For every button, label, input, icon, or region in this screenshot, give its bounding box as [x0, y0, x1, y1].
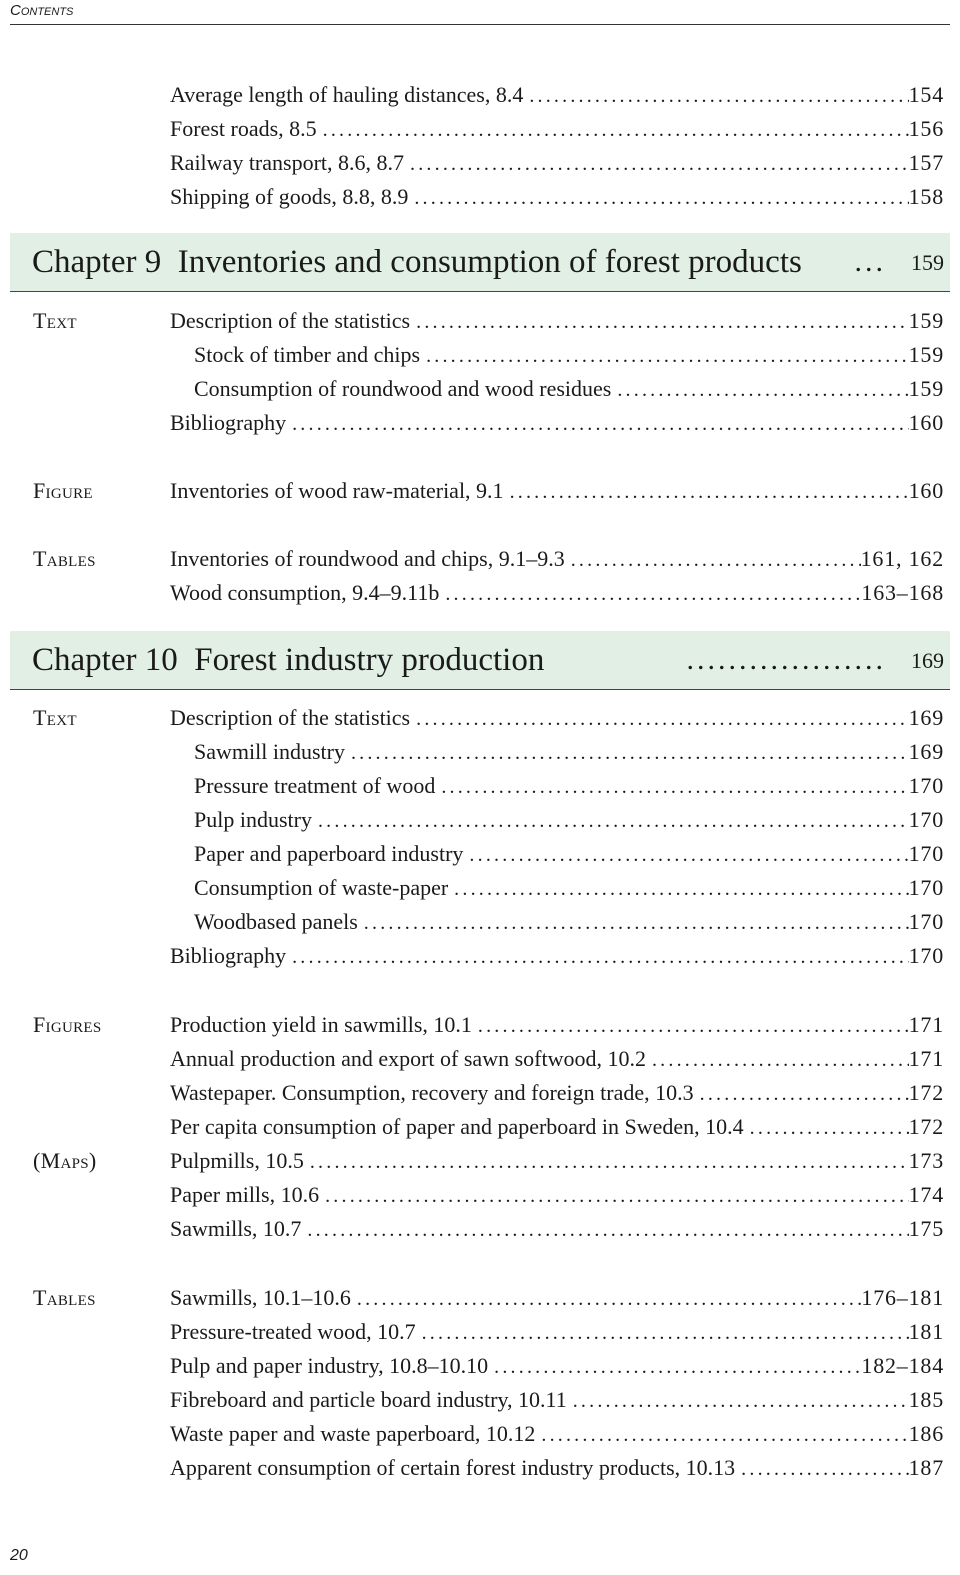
chapter-page-number: 159: [911, 250, 944, 275]
entry-title: Per capita consumption of paper and paperboard in Sweden, 10.4: [170, 1114, 744, 1139]
entry-title: Paper mills, 10.6: [170, 1182, 320, 1207]
leader-dots: [510, 475, 909, 509]
entry-page-number: 160: [908, 478, 944, 503]
toc-entry[interactable]: [0, 78, 960, 112]
entry-page-number: 161, 162: [860, 546, 944, 571]
toc-entry[interactable]: [0, 180, 960, 214]
entry-page-number: 170: [908, 909, 944, 934]
entry-title: Inventories of wood raw-material, 9.1: [170, 478, 504, 503]
entry-page-number: 172: [908, 1114, 944, 1139]
leader-dots: [494, 1350, 861, 1384]
toc-entry[interactable]: [0, 803, 960, 837]
running-head: Contents: [10, 0, 950, 25]
toc-entry[interactable]: [0, 146, 960, 180]
entry-page-number: 171: [908, 1046, 944, 1071]
entry-title: Sawmill industry: [194, 739, 345, 764]
leader-dots: [571, 543, 861, 577]
entry-page-number: 169: [908, 739, 944, 764]
entry-page-number: 172: [908, 1080, 944, 1105]
leader-dots: [652, 1043, 909, 1077]
entry-title: Waste paper and waste paperboard, 10.12: [170, 1421, 536, 1446]
entry-title: Description of the statistics: [170, 705, 411, 730]
leader-dots: [445, 577, 861, 611]
leader-dots: [416, 305, 908, 339]
entry-page-number: 160: [908, 410, 944, 435]
leader-dots: [617, 373, 908, 407]
leader-dots: [422, 1316, 909, 1350]
leader-dots: [323, 113, 909, 147]
toc-entry[interactable]: [0, 769, 960, 803]
entry-page-number: 170: [908, 943, 944, 968]
entry-page-number: 182–184: [861, 1353, 944, 1378]
toc-entry[interactable]: [0, 1076, 960, 1110]
leader-dots: [469, 838, 908, 872]
section-label: Text: [33, 308, 77, 333]
toc-entry[interactable]: [0, 304, 960, 338]
toc-entry[interactable]: [0, 1144, 960, 1178]
chapter-title: Chapter 9 Inventories and consumption of forest products: [32, 244, 802, 280]
entry-page-number: 154: [908, 82, 944, 107]
leader-dots: [741, 1452, 908, 1486]
entry-page-number: 159: [908, 376, 944, 401]
leader-dots: [292, 407, 908, 441]
entry-title: Bibliography: [170, 943, 287, 968]
leader-dots: [351, 736, 909, 770]
chapter-heading[interactable]: [10, 233, 950, 292]
toc-entry[interactable]: [0, 576, 960, 610]
entry-title: Pulpmills, 10.5: [170, 1148, 304, 1173]
chapter-heading[interactable]: [10, 631, 950, 690]
toc-entry[interactable]: [0, 735, 960, 769]
toc-entry[interactable]: [0, 372, 960, 406]
entry-page-number: 186: [908, 1421, 944, 1446]
entry-page-number: 173: [908, 1148, 944, 1173]
toc-entry[interactable]: [0, 1417, 960, 1451]
entry-title: Woodbased panels: [194, 909, 358, 934]
entry-page-number: 175: [908, 1216, 944, 1241]
entry-title: Apparent consumption of certain forest industry products, 10.13: [170, 1455, 736, 1480]
toc-entry[interactable]: [0, 1315, 960, 1349]
leader-dots: [541, 1418, 908, 1452]
entry-title: Wood consumption, 9.4–9.11b: [170, 580, 440, 605]
entry-page-number: 170: [908, 773, 944, 798]
leader-dots: [292, 940, 908, 974]
entry-page-number: 170: [908, 807, 944, 832]
toc-entry[interactable]: [0, 1451, 960, 1485]
toc-entry[interactable]: [0, 939, 960, 973]
toc-entry[interactable]: [0, 837, 960, 871]
entry-title: Stock of timber and chips: [194, 342, 421, 367]
leader-dots: [410, 147, 909, 181]
leader-dots: [454, 872, 908, 906]
entry-title: Fibreboard and particle board industry, 10.11: [170, 1387, 567, 1412]
chapter-title: Chapter 10 Forest industry production: [32, 642, 545, 678]
entry-title: Production yield in sawmills, 10.1: [170, 1012, 472, 1037]
chapter-leader-dots: ...................: [686, 643, 886, 676]
toc-entry[interactable]: [0, 1042, 960, 1076]
entry-title: Pulp and paper industry, 10.8–10.10: [170, 1353, 489, 1378]
entry-page-number: 181: [908, 1319, 944, 1344]
entry-page-number: 159: [908, 308, 944, 333]
toc-entry[interactable]: [0, 1281, 960, 1315]
entry-title: Annual production and export of sawn softwood, 10.2: [170, 1046, 646, 1071]
entry-title: Sawmills, 10.1–10.6: [170, 1285, 351, 1310]
chapter-leader-dots: ...: [854, 245, 886, 278]
entry-page-number: 170: [908, 841, 944, 866]
entry-title: Wastepaper. Consumption, recovery and foreign trade, 10.3: [170, 1080, 694, 1105]
leader-dots: [478, 1009, 909, 1043]
toc-entry[interactable]: [0, 1178, 960, 1212]
entry-page-number: 176–181: [861, 1285, 944, 1310]
entry-title: Pressure-treated wood, 10.7: [170, 1319, 416, 1344]
entry-page-number: 170: [908, 875, 944, 900]
entry-title: Shipping of goods, 8.8, 8.9: [170, 184, 409, 209]
leader-dots: [416, 702, 908, 736]
entry-page-number: 157: [908, 150, 944, 175]
leader-dots: [426, 339, 909, 373]
entry-title: Description of the statistics: [170, 308, 411, 333]
entry-title: Consumption of waste-paper: [194, 875, 449, 900]
toc-entry[interactable]: [0, 1212, 960, 1246]
toc-entry[interactable]: [0, 474, 960, 508]
leader-dots: [364, 906, 909, 940]
toc-entry[interactable]: [0, 1383, 960, 1417]
page-number: 20: [10, 1547, 28, 1564]
toc-entry[interactable]: [0, 338, 960, 372]
entry-title: Inventories of roundwood and chips, 9.1–9.3: [170, 546, 565, 571]
leader-dots: [310, 1145, 909, 1179]
leader-dots: [750, 1111, 909, 1145]
leader-dots: [357, 1282, 861, 1316]
entry-title: Railway transport, 8.6, 8.7: [170, 150, 405, 175]
leader-dots: [529, 79, 908, 113]
section-label: Figure: [33, 478, 93, 503]
leader-dots: [318, 804, 909, 838]
entry-title: Bibliography: [170, 410, 287, 435]
chapter-page-number: 169: [911, 648, 944, 673]
entry-title: Average length of hauling distances, 8.4: [170, 82, 524, 107]
entry-page-number: 169: [908, 705, 944, 730]
section-label: Tables: [33, 1285, 96, 1310]
toc-entry[interactable]: [0, 1110, 960, 1144]
entry-page-number: 159: [908, 342, 944, 367]
leader-dots: [573, 1384, 909, 1418]
entry-page-number: 171: [908, 1012, 944, 1037]
section-label: Tables: [33, 546, 96, 571]
entry-page-number: 187: [908, 1455, 944, 1480]
toc-entry[interactable]: [0, 1349, 960, 1383]
leader-dots: [307, 1213, 908, 1247]
toc-entry[interactable]: [0, 871, 960, 905]
entry-title: Consumption of roundwood and wood residues: [194, 376, 612, 401]
toc-entry[interactable]: [0, 542, 960, 576]
entry-page-number: 185: [908, 1387, 944, 1412]
leader-dots: [414, 181, 908, 215]
toc-entry[interactable]: [0, 406, 960, 440]
entry-page-number: 174: [908, 1182, 944, 1207]
entry-page-number: 156: [908, 116, 944, 141]
toc-entry[interactable]: [0, 701, 960, 735]
toc-entry[interactable]: [0, 1008, 960, 1042]
section-label: (Maps): [33, 1148, 97, 1173]
leader-dots: [700, 1077, 909, 1111]
leader-dots: [441, 770, 908, 804]
entry-title: Paper and paperboard industry: [194, 841, 464, 866]
section-label: Text: [33, 705, 77, 730]
entry-page-number: 163–168: [861, 580, 944, 605]
entry-title: Pulp industry: [194, 807, 312, 832]
entry-title: Sawmills, 10.7: [170, 1216, 302, 1241]
section-label: Figures: [33, 1012, 102, 1037]
entry-page-number: 158: [908, 184, 944, 209]
toc-entry[interactable]: [0, 905, 960, 939]
entry-title: Pressure treatment of wood: [194, 773, 436, 798]
entry-title: Forest roads, 8.5: [170, 116, 317, 141]
toc-entry[interactable]: [0, 112, 960, 146]
leader-dots: [325, 1179, 908, 1213]
